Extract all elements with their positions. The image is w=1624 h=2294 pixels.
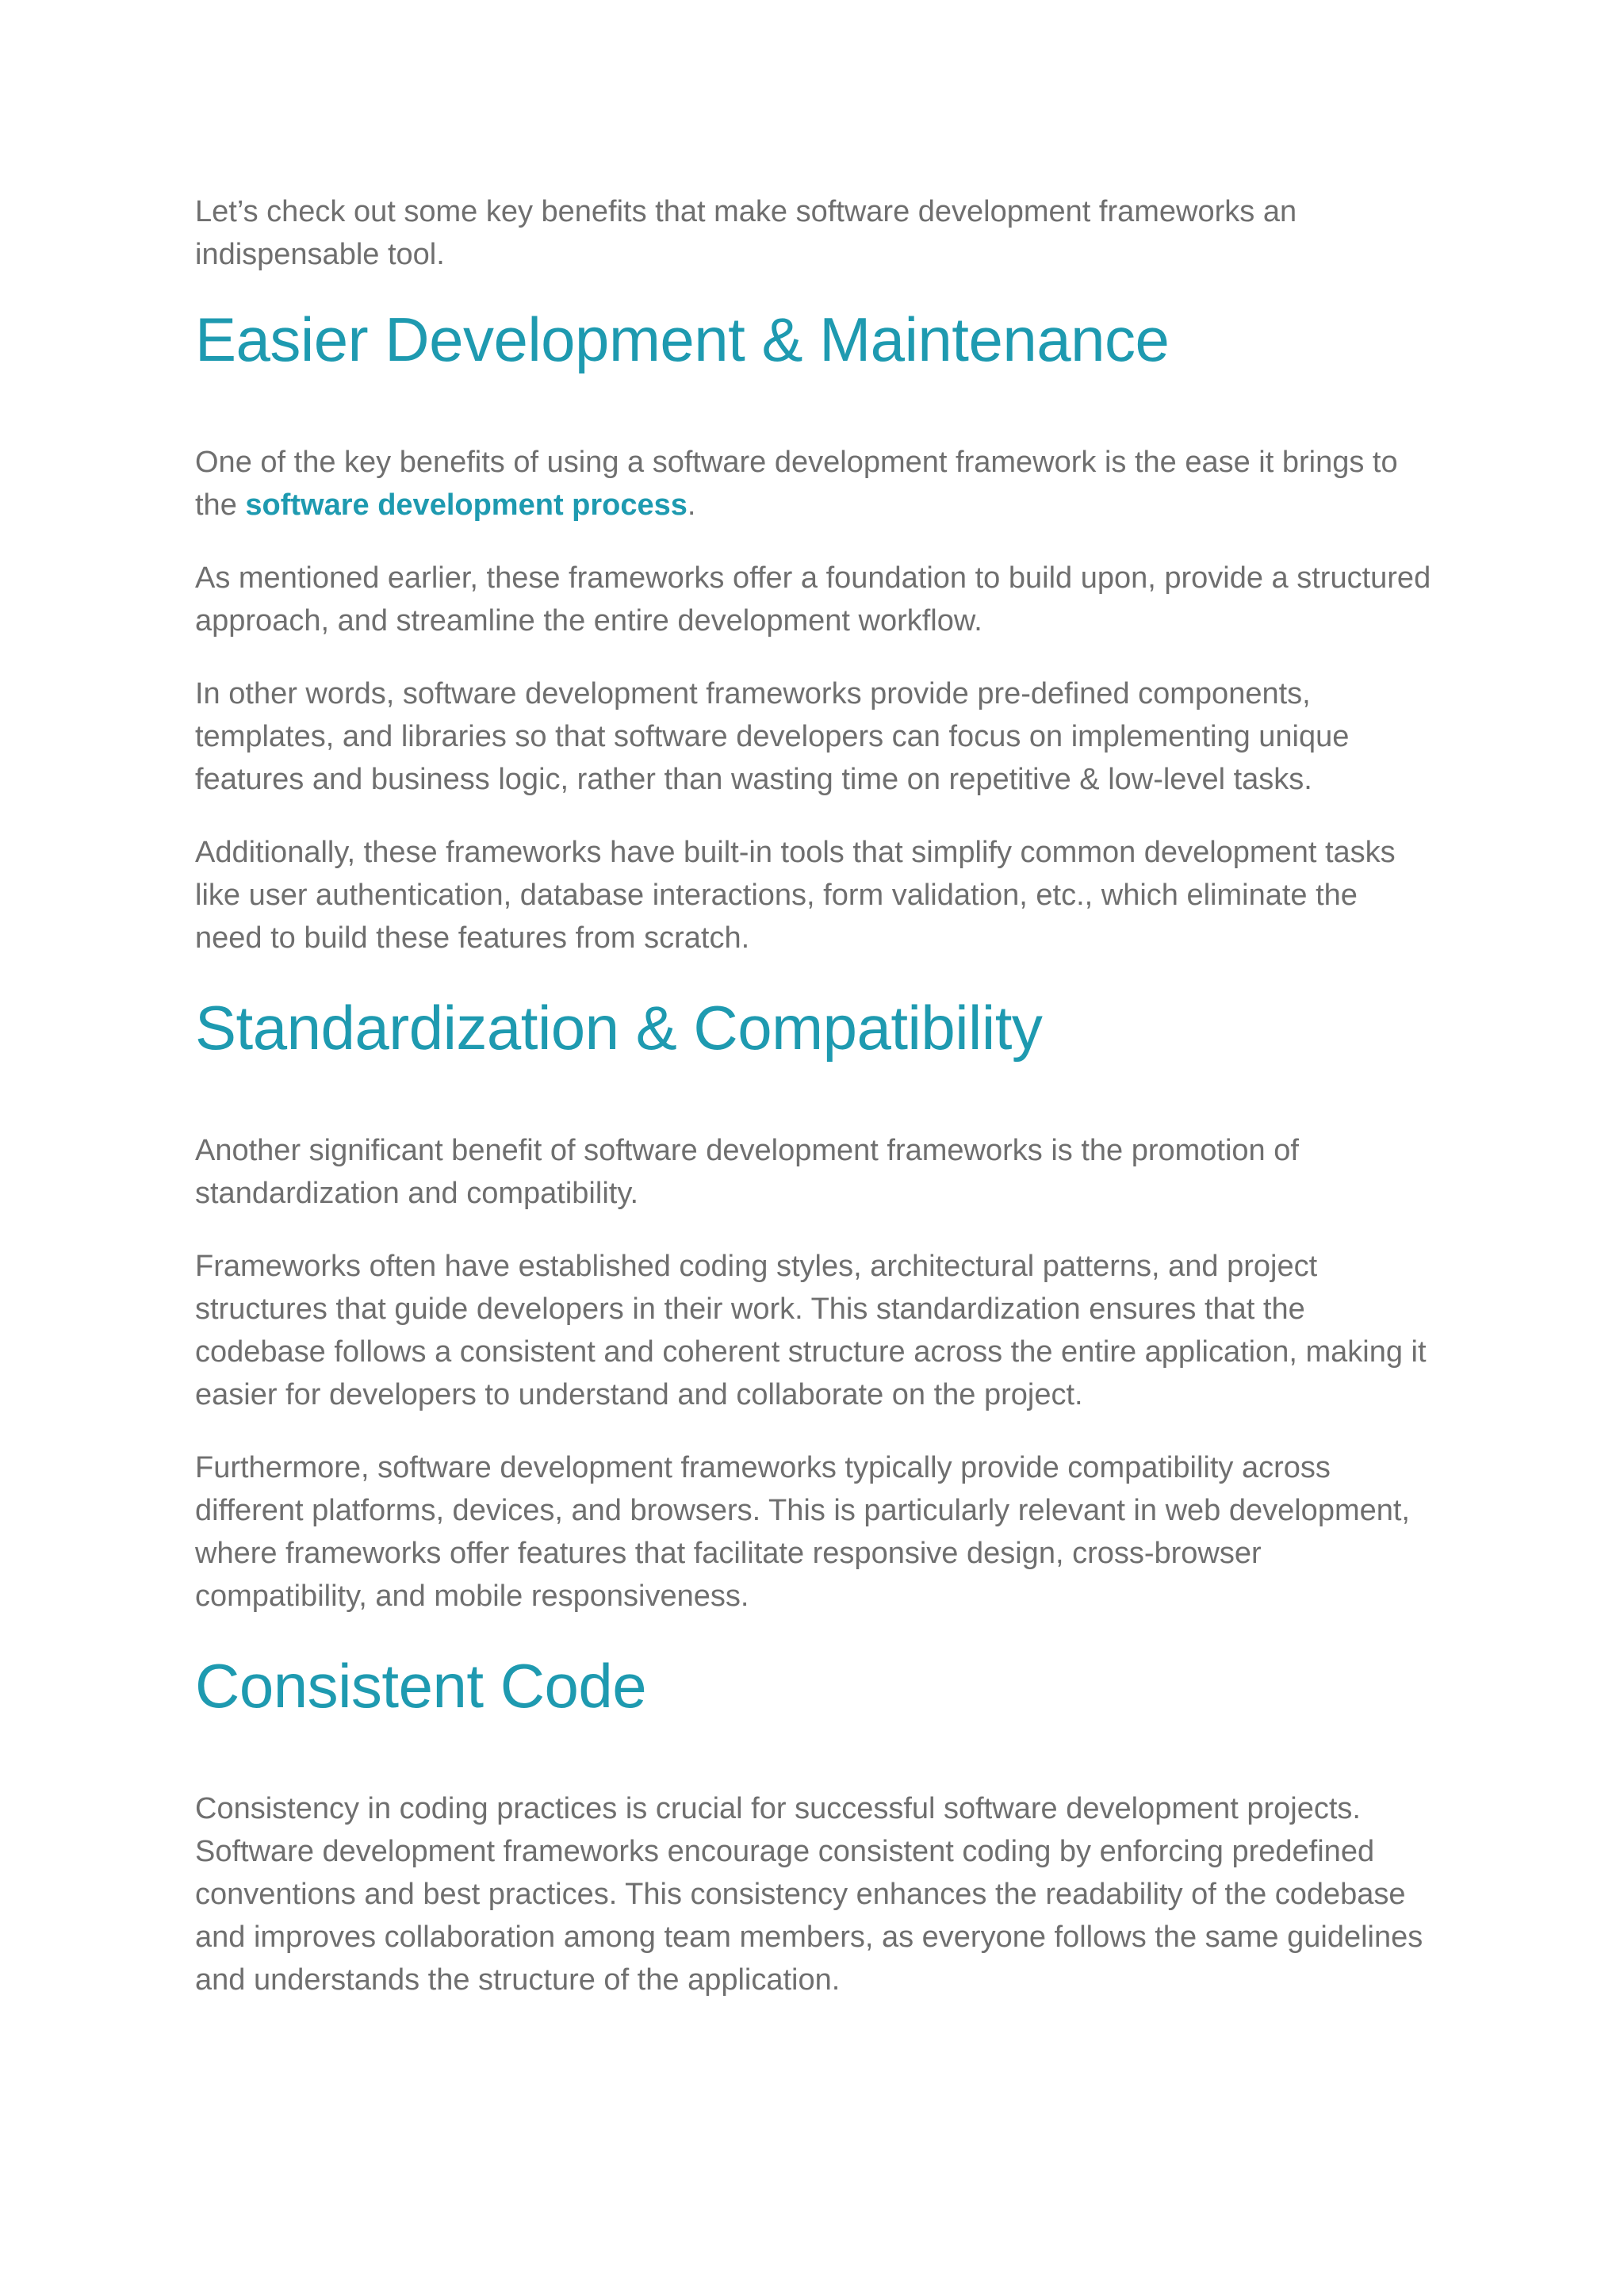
paragraph-consistency: Consistency in coding practices is crucial for successful software development projects. Software development frameworks encourage consistent coding by enforcing predefined conventions and best practices. This consistency enhances the readability of the codebase and improves collaboration among team members, as everyone follows the same guidelines and understands the structure of the application. xyxy=(195,1792,1423,1997)
paragraph-foundation: As mentioned earlier, these frameworks offer a foundation to build upon, provide a structured approach, and streamline the entire development workflow. xyxy=(195,561,1431,638)
paragraph-predefined-components: In other words, software development frameworks provide pre-defined components, templates, and libraries so that software developers can focus on implementing unique features and business logic, rather than wasting time on repetitive & low-level tasks. xyxy=(195,677,1350,796)
paragraph-text: One of the key benefits of using a software development framework is the ease it brings to the xyxy=(195,446,1398,522)
section-heading-consistent-code: Consistent Code xyxy=(195,1651,647,1721)
paragraph-built-in-tools: Additionally, these frameworks have built-in tools that simplify common development tasks like user authentication, database interactions, form validation, etc., which eliminate the need to build these features from scratch. xyxy=(195,836,1396,955)
paragraph-text: . xyxy=(687,488,696,522)
intro-paragraph: Let’s check out some key benefits that make software development frameworks an indispensable tool. xyxy=(195,195,1297,271)
section-heading-standardization: Standardization & Compatibility xyxy=(195,993,1043,1063)
paragraph-ease-of-process xyxy=(195,441,1432,527)
software-development-process-link[interactable]: software development process xyxy=(245,488,688,522)
section-heading-easier-development: Easier Development & Maintenance xyxy=(195,304,1170,374)
paragraph-coding-styles: Frameworks often have established coding styles, architectural patterns, and project structures that guide developers in their work. This standardization ensures that the codebase follows a consistent and coherent structure across the entire application, making it easier for developers to understand and collaborate on the project. xyxy=(195,1250,1427,1411)
paragraph-compatibility: Furthermore, software development frameworks typically provide compatibility across different platforms, devices, and browsers. This is particularly relevant in web development, where frameworks offer features that facilitate responsive design, cross-browser compatibility, and mobile responsiveness. xyxy=(195,1451,1410,1613)
paragraph-standardization-benefit: Another significant benefit of software development frameworks is the promotion of standardization and compatibility. xyxy=(195,1134,1299,1210)
article-body xyxy=(195,190,1432,2032)
